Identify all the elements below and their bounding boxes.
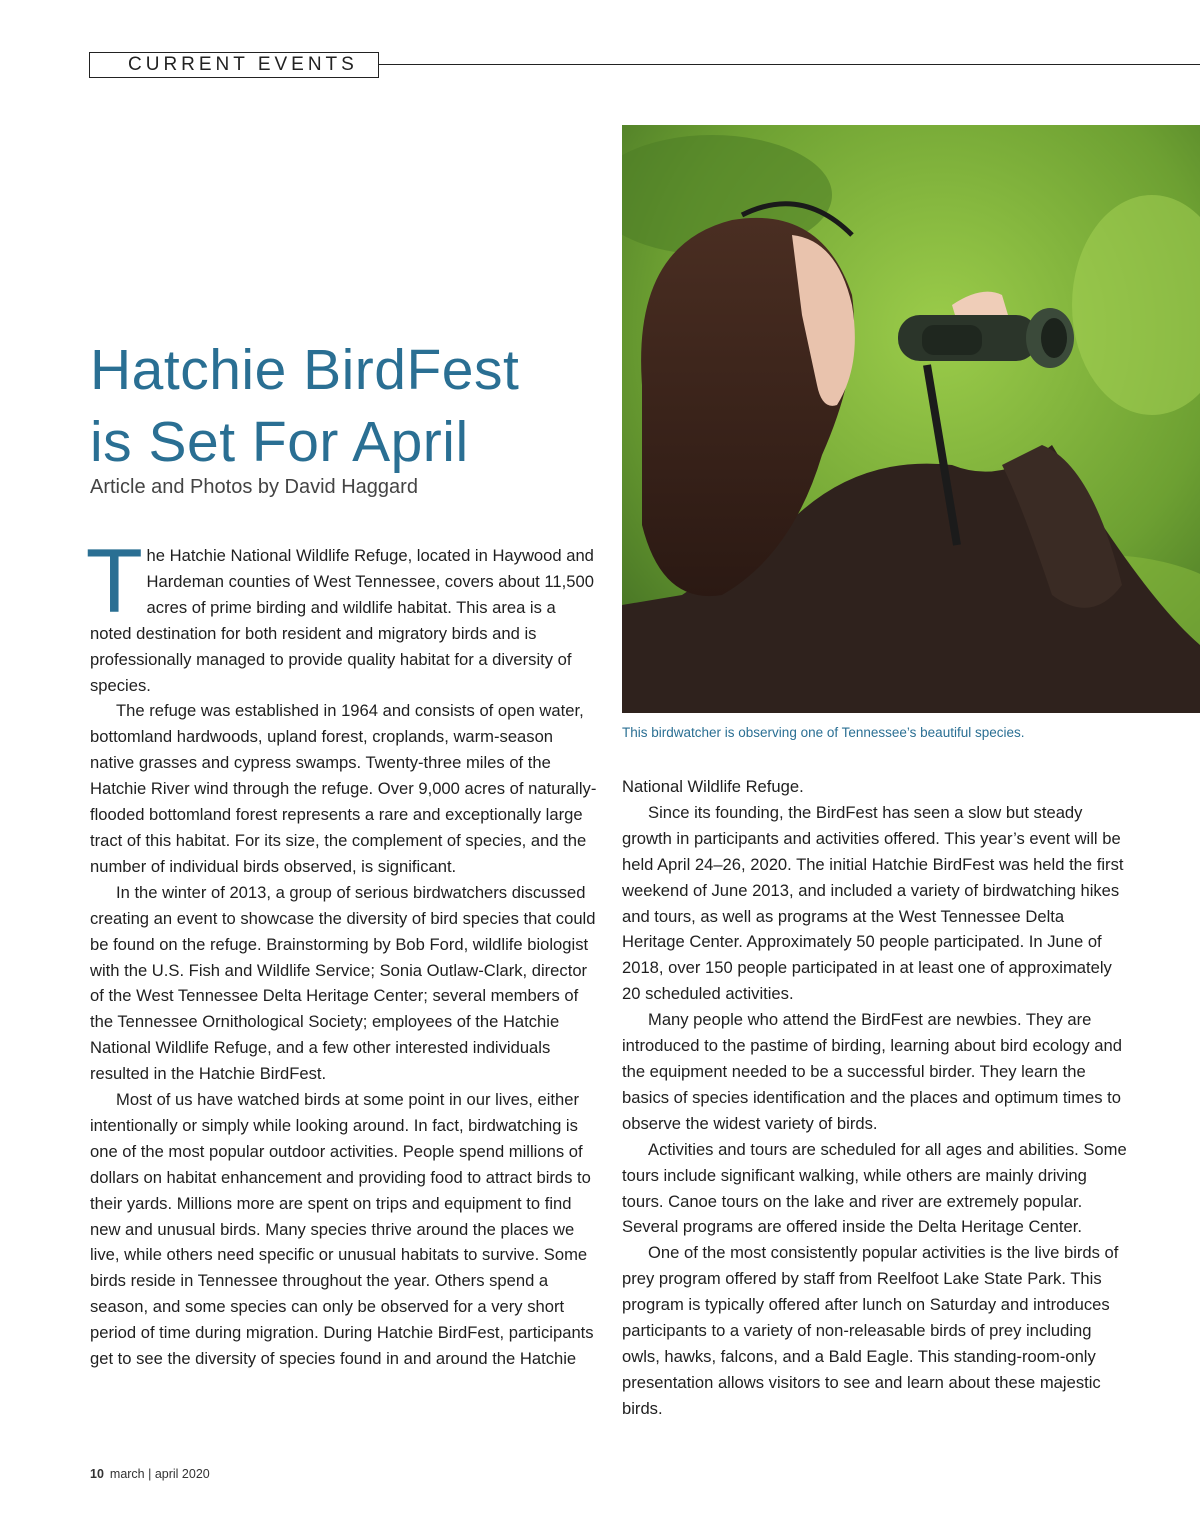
- body-column-left: [88, 533, 598, 1372]
- paragraph-text: he Hatchie National Wildlife Refuge, located in Haywood and Hardeman counties of West Tennessee, covers about 11,500 acres of prime birding and wildlife habitat. This area is a noted destination for both resident and migratory birds and is professionally managed to provide quality habitat for a diversity of species.: [90, 546, 594, 695]
- paragraph: National Wildlife Refuge.: [622, 777, 804, 796]
- paragraph: In the winter of 2013, a group of serious birdwatchers discussed creating an event to showcase the diversity of bird species that could be found on the refuge. Brainstorming by Bob Ford, wildlife biologist with the U.S. Fish and Wildlife Service; Sonia Outlaw-Clark, director of the West Tennessee Delta Heritage Center; several members of the Tennessee Ornithological Society; employees of the Hatchie National Wildlife Refuge, and a few other interested individuals resulted in the Hatchie BirdFest.: [90, 882, 596, 1084]
- paragraph: Most of us have watched birds at some point in our lives, either intentionally or simply while looking around. In fact, birdwatching is one of the most popular outdoor activities. People spend millions of dollars on habitat enhancement and providing food to attract birds to their yards. Millions more are spent on trips and equipment to find new and unusual birds. Many species thrive around the places we live, while others need specific or unusual habitats to survive. Some birds reside in Tennessee throughout the year. Others spend a season, and some species can only be observed for a very short period of time during migration. During Hatchie BirdFest, participants get to see the diversity of species found in and around the Hatchie: [90, 1090, 594, 1369]
- section-label: CURRENT EVENTS: [89, 52, 379, 78]
- paragraph: Many people who attend the BirdFest are newbies. They are introduced to the pastime of birding, learning about bird ecology and the equipment needed to be a successful birder. They learn the basics of species identification and the places and optimum times to observe the widest variety of birds.: [622, 1010, 1122, 1133]
- dropcap: T: [88, 533, 141, 633]
- header-rule: [379, 64, 1200, 65]
- photo-caption: This birdwatcher is observing one of Tennessee’s beautiful species.: [622, 725, 1025, 740]
- paragraph: One of the most consistently popular activities is the live birds of prey program offered by staff from Reelfoot Lake State Park. This program is typically offered after lunch on Saturday and introduces participants to a variety of non-releasable birds of prey including owls, hawks, falcons, and a Bald Eagle. This standing-room-only presentation allows visitors to see and learn about these majestic birds.: [622, 1243, 1119, 1418]
- page-number: 10: [90, 1467, 104, 1481]
- issue-date: march | april 2020: [109, 1467, 210, 1481]
- page-footer: [90, 1467, 210, 1481]
- body-column-right: [622, 774, 1130, 1422]
- paragraph: Activities and tours are scheduled for all ages and abilities. Some tours include significant walking, while others are mainly driving tours. Canoe tours on the lake and river are extremely popular. Several programs are offered inside the Delta Heritage Center.: [622, 1139, 1127, 1237]
- article-title: [90, 334, 590, 478]
- byline: Article and Photos by David Haggard: [90, 476, 418, 498]
- birdwatcher-photo: [622, 125, 1200, 713]
- title-line-2: is Set For April: [90, 410, 469, 474]
- paragraph: Since its founding, the BirdFest has seen a slow but steady growth in participants and activities offered. This year’s event will be held April 24–26, 2020. The initial Hatchie BirdFest was held the first weekend of June 2013, and included a variety of birdwatching hikes and tours, as well as programs at the West Tennessee Delta Heritage Center. Approximately 50 people participated. In June of 2018, over 150 people participated in at least one of approximately 20 scheduled activities.: [622, 802, 1124, 1004]
- paragraph: The refuge was established in 1964 and consists of open water, bottomland hardwoods, upland forest, croplands, warm-season native grasses and cypress swamps. Twenty-three miles of the Hatchie River wind through the refuge. Over 9,000 acres of naturally-flooded bottomland forest represents a rare and exceptionally large tract of this habitat. For its size, the complement of species, and the number of individual birds observed, is significant.: [90, 701, 597, 876]
- title-line-1: Hatchie BirdFest: [90, 338, 520, 402]
- paragraph: [88, 533, 598, 698]
